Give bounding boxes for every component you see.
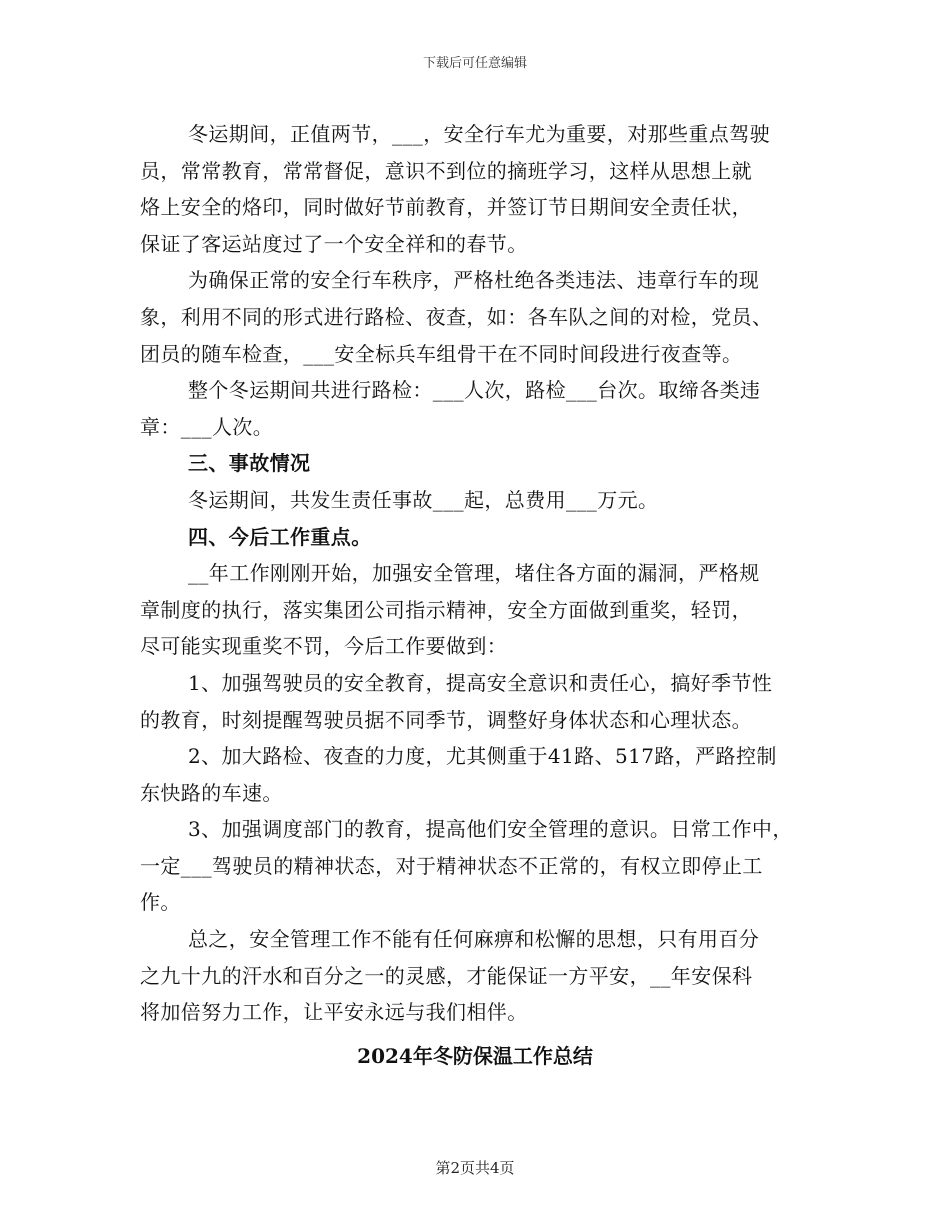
section-heading: 三、事故情况 xyxy=(188,451,311,476)
text-line: 冬运期间，共发生责任事故___起，总费用___万元。 xyxy=(188,487,659,512)
text-line: 之九十九的汗水和百分之一的灵感，才能保证一方平安，__年安保科 xyxy=(140,963,753,988)
text-line: 的教育，时刻提醒驾驶员据不同季节，调整好身体状态和心理状态。 xyxy=(140,707,752,732)
text-line: 尽可能实现重奖不罚，今后工作要做到： xyxy=(140,634,508,659)
text-line: 作。 xyxy=(140,890,181,915)
text-line: 章制度的执行，落实集团公司指示精神，安全方面做到重奖，轻罚， xyxy=(140,597,752,622)
text-line: 冬运期间，正值两节，___，安全行车尤为重要，对那些重点驾驶 xyxy=(188,122,770,146)
text-line: 一定___驾驶员的精神状态，对于精神状态不正常的，有权立即停止工 xyxy=(140,853,763,878)
text-line: 象，利用不同的形式进行路检、夜查，如：各车队之间的对检，党员、 xyxy=(140,304,773,329)
text-line: 为确保正常的安全行车秩序，严格杜绝各类违法、违章行车的现 xyxy=(188,268,760,293)
text-line: 团员的随车检查，___安全标兵车组骨干在不同时间段进行夜查等。 xyxy=(140,341,743,366)
text-line: __年工作刚刚开始，加强安全管理，堵住各方面的漏洞，严格规 xyxy=(188,561,760,586)
text-line: 总之，安全管理工作不能有任何麻痹和松懈的思想，只有用百分 xyxy=(188,927,760,952)
text-line: 1、加强驾驶员的安全教育，提高安全意识和责任心，搞好季节性 xyxy=(188,670,773,695)
section-heading: 四、今后工作重点。 xyxy=(188,524,372,549)
text-line: 2、加大路检、夜查的力度，尤其侧重于41路、517路，严路控制 xyxy=(188,744,777,769)
text-line: 烙上安全的烙印，同时做好节前教育，并签订节日期间安全责任状， xyxy=(140,195,752,220)
next-section-title: 2024年冬防保温工作总结 xyxy=(357,1044,593,1068)
text-line: 整个冬运期间共进行路检：___人次，路检___台次。取缔各类违 xyxy=(188,378,761,403)
document-body xyxy=(140,116,820,1031)
page-header: 下载后可任意编辑 xyxy=(422,56,527,71)
text-line: 3、加强调度部门的教育，提高他们安全管理的意识。日常工作中， xyxy=(188,817,793,842)
text-line: 保证了客运站度过了一个安全祥和的春节。 xyxy=(140,231,528,256)
text-line: 将加倍努力工作，让平安永远与我们相伴。 xyxy=(140,1000,528,1025)
page-footer: 第2页共4页 xyxy=(435,1159,515,1177)
text-line: 员，常常教育，常常督促，意识不到位的摘班学习，这样从思想上就 xyxy=(140,158,752,183)
text-line: 东快路的车速。 xyxy=(140,780,283,805)
text-line: 章：___人次。 xyxy=(140,414,274,439)
